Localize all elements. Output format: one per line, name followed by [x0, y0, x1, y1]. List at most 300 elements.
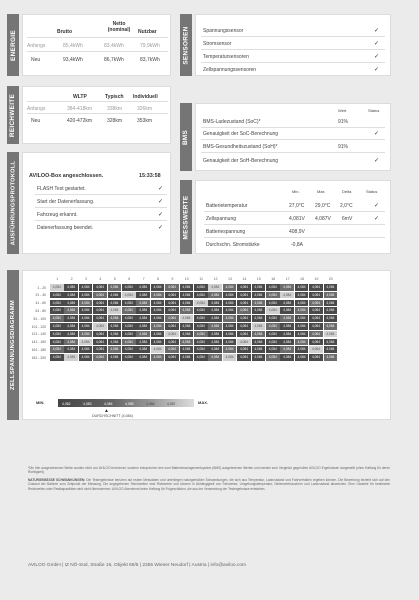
cell-voltage: 4,084 [79, 346, 93, 353]
cell-voltage: 4,084 [237, 354, 251, 361]
messwerte-header-status: Status [366, 189, 378, 194]
bms-row-label: Genauigkeit der SoH-Berechnung [203, 158, 279, 164]
row-label: 121 - 140 [31, 332, 46, 337]
reichweite-header-typisch: Typisch [105, 94, 124, 100]
cell-voltage: 4,084 [93, 346, 107, 353]
cell-voltage: 4,084 [64, 339, 78, 346]
row-label: 81 - 100 [33, 316, 46, 321]
protokoll-time: 15:33:58 [139, 173, 161, 179]
bms-header-wert: Wert [338, 108, 347, 113]
energie-neu-nutzbar: 83,7kWh [140, 57, 160, 63]
row-label: 1 - 20 [37, 285, 46, 290]
column-header: 10 [184, 277, 189, 281]
cell-voltage: 4,084 [79, 323, 93, 330]
cell-voltage: 4,084 [165, 354, 179, 361]
messwerte-temp-min: 27,0°C [289, 203, 305, 209]
cell-voltage: 4,084 [309, 307, 323, 314]
sensor-item: Zellspannungssensoren [203, 67, 257, 73]
cell-voltage: 4,084 [252, 331, 266, 338]
check-icon: ✓ [374, 131, 380, 137]
cell-voltage: 4,084 [309, 315, 323, 322]
cell-voltage: 4,084 [223, 292, 237, 299]
cell-voltage: 4,084 [194, 339, 208, 346]
cell-voltage: 4,084 [208, 300, 222, 307]
cell-voltage: 4,084 [151, 346, 165, 353]
cell-voltage: 4,084 [64, 307, 78, 314]
column-header: 8 [156, 277, 159, 281]
cell-voltage: 4,084 [223, 331, 237, 338]
protokoll-step: Datenerfassung beendet. [37, 225, 94, 231]
cell-voltage: 4,084 [136, 284, 150, 291]
cell-voltage: 4,084 [93, 300, 107, 307]
cell-voltage: 4,084 [108, 323, 122, 330]
cell-voltage: 4,084 [223, 323, 237, 330]
bms-soc-value: 91% [338, 119, 349, 125]
scale-max-label: MAX. [198, 400, 208, 405]
cell-voltage: 4,084 [50, 292, 64, 299]
column-header: 5 [113, 277, 116, 281]
messwerte-zell-min: 4,081V [289, 216, 305, 222]
cell-voltage: 4,084 [208, 292, 222, 299]
cell-voltage: 4,084 [324, 323, 338, 330]
cell-voltage: 4,084 [295, 315, 309, 322]
cell-voltage: 4,084 [180, 323, 194, 330]
messwerte-temp-delta: 2,0°C [340, 203, 353, 209]
cell-voltage: 4,084 [180, 346, 194, 353]
sensor-item: Spannungssensor [203, 28, 244, 34]
cell-voltage: 4,084 [208, 346, 222, 353]
cell-voltage: 4,084 [266, 346, 280, 353]
cell-voltage: 4,084 [295, 292, 309, 299]
cell-voltage: 4,084 [309, 300, 323, 307]
energie-neu-brutto: 93,4kWh [63, 57, 83, 63]
cell-voltage: 4,084 [108, 315, 122, 322]
cell-voltage: 4,084 [108, 339, 122, 346]
energie-panel [22, 14, 171, 76]
column-header: 7 [142, 277, 145, 281]
cell-voltage: 4,084 [64, 323, 78, 330]
cell-voltage: 4,084 [50, 307, 64, 314]
cell-voltage: 4,084 [79, 331, 93, 338]
energie-anfangs-brutto: 85,4kWh [63, 43, 83, 49]
cell-voltage: 4,084 [151, 315, 165, 322]
cell-voltage: 4,084 [122, 307, 136, 314]
column-header: 1 [56, 277, 59, 281]
cell-voltage: 4,084 [93, 315, 107, 322]
check-icon: ✓ [158, 186, 164, 192]
cell-voltage: 4,084 [93, 292, 107, 299]
cell-voltage: 4,084 [223, 315, 237, 322]
check-icon: ✓ [374, 67, 380, 73]
cell-voltage: 4,084 [280, 315, 294, 322]
cell-voltage: 4,084 [165, 300, 179, 307]
cell-voltage: 4,084 [50, 331, 64, 338]
column-header: 9 [171, 277, 174, 281]
cell-voltage: 4,084 [194, 331, 208, 338]
cell-voltage: 4,084 [266, 284, 280, 291]
cell-voltage: 4,084 [165, 346, 179, 353]
cell-voltage: 4,084 [194, 307, 208, 314]
scale-min-label: MIN. [36, 400, 45, 405]
cell-voltage: 4,084 [208, 331, 222, 338]
cell-voltage: 4,084 [151, 300, 165, 307]
cell-voltage: 4,084 [295, 354, 309, 361]
cell-voltage: 4,084 [295, 331, 309, 338]
cell-voltage: 4,084 [165, 292, 179, 299]
cell-voltage: 4,084 [64, 300, 78, 307]
cell-voltage: 4,084 [122, 331, 136, 338]
cell-voltage: 4,084 [93, 284, 107, 291]
row-label: 161 - 180 [31, 347, 46, 352]
cell-voltage: 4,084 [252, 292, 266, 299]
cell-voltage: 4,084 [122, 339, 136, 346]
cell-voltage: 4,084 [266, 300, 280, 307]
cell-voltage: 4,084 [122, 300, 136, 307]
cell-voltage: 4,084 [280, 346, 294, 353]
cell-voltage: 4,084 [50, 339, 64, 346]
cell-voltage: 4,084 [136, 307, 150, 314]
cell-voltage: 4,084 [266, 292, 280, 299]
cell-voltage: 4,084 [151, 339, 165, 346]
messwerte-header-delta: Delta [342, 189, 352, 194]
check-icon: ✓ [158, 225, 164, 231]
row-label: 61 - 80 [35, 308, 46, 313]
cell-voltage: 4,084 [93, 307, 107, 314]
cell-voltage: 4,084 [324, 307, 338, 314]
cell-voltage: 4,084 [50, 354, 64, 361]
cell-voltage: 4,084 [165, 307, 179, 314]
cell-voltage: 4,084 [79, 284, 93, 291]
cell-voltage: 4,084 [151, 307, 165, 314]
cell-voltage: 4,084 [108, 300, 122, 307]
reichweite-neu-wltp: 420-472km [67, 118, 93, 124]
protokoll-title: AVILOO-Box angeschlossen. [29, 173, 104, 179]
messwerte-strom: -0,8A [291, 242, 303, 248]
cell-voltage: 4,084 [194, 300, 208, 307]
cell-voltage: 4,084 [93, 323, 107, 330]
cell-voltage: 4,084 [295, 300, 309, 307]
cell-voltage: 4,084 [151, 331, 165, 338]
messwerte-batt-spannung: 408,9V [289, 229, 305, 235]
cell-voltage: 4,084 [223, 339, 237, 346]
cell-voltage: 4,084 [79, 307, 93, 314]
reichweite-anfangs-typisch: 338km [107, 106, 123, 112]
cell-voltage: 4,084 [237, 307, 251, 314]
cell-voltage: 4,084 [64, 346, 78, 353]
cell-voltage: 4,084 [93, 354, 107, 361]
cell-voltage: 4,084 [280, 323, 294, 330]
cell-voltage: 4,084 [136, 331, 150, 338]
cell-voltage: 4,084 [136, 339, 150, 346]
cell-voltage: 4,084 [64, 331, 78, 338]
cell-voltage: 4,084 [136, 315, 150, 322]
average-marker-icon: ▲ [104, 408, 109, 414]
cell-voltage: 4,084 [136, 323, 150, 330]
cell-voltage: 4,084 [324, 284, 338, 291]
column-header: 3 [84, 277, 87, 281]
bms-row-label: BMS-Gesundheitszustand (SoH)* [203, 144, 278, 150]
cell-voltage: 4,084 [165, 323, 179, 330]
cell-voltage: 4,084 [194, 323, 208, 330]
messwerte-panel [195, 180, 391, 254]
energie-anfangs-nutzbar: 79,9kWh [140, 43, 160, 49]
cell-voltage: 4,084 [309, 339, 323, 346]
footnote: *Die hier ausgewiesenen Werte wurden nicht von AVILOO berechnet, sondern entsprechen den vom Batteriemanagementsystem (BMS) ausgelesenen Werten und werden zum Vergleich gegenüber AVILOO Ergebnissen dargestellt (ohne Haftung für deren Richtigkeit). [28, 466, 390, 475]
reichweite-anfangs-wltp: 384-418km [67, 106, 93, 112]
protokoll-step: FLASH Test gestartet. [37, 186, 86, 192]
energie-neu-netto: 86,7kWh [104, 57, 124, 63]
notes-text: Die Testergebnisse beruhen auf realen Messdaten und unterliegen naturgemäßen Schwankungen, die sich aus Temperatur, Ladezustand und Fahrverhalten ergeben können. Die Bewertung bezieht sich auf den Zustand der Batterie zum Zeitpunkt der Messung. Die angegebenen Reichweiten sind Richtwerte und können in Abhängigkeit von Fahrweise, Umgebungstemperatur, Nebenverbrauchern und Ladezustand abweichen. Eine Garantie für bestimmte Reichweiten oder Restkapazitäten wird nicht übernommen. AVILOO übernimmt keine Haftung für Folgeschäden, die aus der Verwendung der Testergebnisse entstehen. [28, 478, 390, 491]
notes-title: NATURGEMÄSSE SCHWANKUNGEN: [28, 478, 86, 482]
cell-voltage: 4,084 [223, 300, 237, 307]
cell-voltage: 4,084 [252, 307, 266, 314]
cell-voltage: 4,084 [252, 339, 266, 346]
row-label: 21 - 40 [35, 293, 46, 298]
cell-voltage: 4,084 [280, 331, 294, 338]
messwerte-row-label: Batteriespannung [206, 229, 246, 235]
row-label: 181 - 200 [31, 355, 46, 360]
cell-voltage: 4,084 [252, 284, 266, 291]
cell-voltage: 4,084 [266, 354, 280, 361]
cell-voltage: 4,084 [280, 354, 294, 361]
messwerte-row-label: Batterietemperatur [206, 203, 248, 209]
cell-voltage: 4,084 [309, 331, 323, 338]
cell-voltage: 4,084 [309, 323, 323, 330]
column-header: 15 [256, 277, 261, 281]
cell-voltage: 4,084 [165, 339, 179, 346]
cell-voltage: 4,084 [122, 354, 136, 361]
cell-voltage: 4,084 [108, 354, 122, 361]
protokoll-step: Start der Datenerfassung. [37, 199, 95, 205]
cell-voltage: 4,084 [237, 331, 251, 338]
sensor-item: Stromsensor [203, 41, 232, 47]
cell-voltage: 4,084 [237, 292, 251, 299]
sensoren-tab: SENSOREN [180, 14, 192, 76]
cell-voltage: 4,084 [237, 315, 251, 322]
cell-voltage: 4,084 [295, 307, 309, 314]
cell-voltage: 4,084 [93, 331, 107, 338]
messwerte-temp-max: 29,0°C [315, 203, 331, 209]
messwerte-row-label: Zellspannung [206, 216, 237, 222]
column-header: 13 [227, 277, 232, 281]
column-header: 20 [328, 277, 333, 281]
cell-voltage: 4,084 [280, 339, 294, 346]
cell-voltage: 4,084 [252, 346, 266, 353]
cell-voltage: 4,084 [64, 284, 78, 291]
energie-tab: ENERGIE [7, 14, 19, 76]
reichweite-header-wltp: WLTP [73, 94, 87, 100]
cell-voltage: 4,084 [122, 315, 136, 322]
cell-voltage: 4,084 [280, 300, 294, 307]
cell-voltage: 4,084 [237, 323, 251, 330]
cell-voltage: 4,084 [50, 315, 64, 322]
cell-voltage: 4,084 [108, 346, 122, 353]
scale-value: 4,084 [104, 401, 113, 406]
cell-voltage: 4,084 [180, 292, 194, 299]
cell-voltage: 4,084 [208, 339, 222, 346]
cell-voltage: 4,084 [324, 346, 338, 353]
footer: AVILOO GmbH | IZ NÖ-Süd, Straße 16, Objekt 69/5 | 2355 Wiener Neudorf | Austria | info@aviloo.com [28, 563, 246, 568]
cell-voltage: 4,084 [208, 323, 222, 330]
cell-voltage: 4,084 [122, 323, 136, 330]
cell-voltage: 4,084 [136, 346, 150, 353]
sensor-item: Temperatursensoren [203, 54, 249, 60]
row-label: 101 - 120 [31, 324, 46, 329]
messwerte-header-min: Min. [292, 189, 300, 194]
cell-voltage: 4,084 [324, 354, 338, 361]
cell-voltage: 4,084 [324, 339, 338, 346]
cell-voltage: 4,084 [122, 346, 136, 353]
cell-voltage: 4,084 [208, 307, 222, 314]
reichweite-neu-individuell: 353km [137, 118, 153, 124]
column-header: 14 [242, 277, 247, 281]
cell-voltage: 4,084 [50, 284, 64, 291]
cell-voltage: 4,084 [79, 339, 93, 346]
cell-voltage: 4,084 [50, 300, 64, 307]
column-header: 18 [299, 277, 304, 281]
column-header: 12 [213, 277, 218, 281]
bms-row-label: BMS-Ladezustand (SoC)* [203, 119, 261, 125]
cell-voltage: 4,084 [223, 307, 237, 314]
cell-voltage: 4,084 [295, 346, 309, 353]
cell-voltage: 4,084 [180, 307, 194, 314]
cell-voltage: 4,084 [266, 307, 280, 314]
cell-voltage: 4,084 [136, 300, 150, 307]
cell-voltage: 4,084 [122, 292, 136, 299]
cell-voltage: 4,084 [122, 284, 136, 291]
cell-voltage: 4,084 [180, 284, 194, 291]
check-icon: ✓ [374, 216, 380, 222]
cell-voltage: 4,084 [108, 307, 122, 314]
row-label: 141 - 160 [31, 340, 46, 345]
column-header: 17 [285, 277, 290, 281]
cell-voltage: 4,084 [309, 292, 323, 299]
column-header: 11 [199, 277, 204, 281]
reichweite-row-anfangs-label: Anfangs [27, 106, 46, 112]
check-icon: ✓ [374, 54, 380, 60]
column-header: 16 [271, 277, 276, 281]
reichweite-neu-typisch: 328km [107, 118, 123, 124]
cell-voltage: 4,084 [180, 315, 194, 322]
cell-voltage: 4,084 [165, 315, 179, 322]
column-header: 19 [314, 277, 319, 281]
energie-anfangs-netto: 83,4kWh [104, 43, 124, 49]
reichweite-header-individuell: Individuell [133, 94, 158, 100]
cell-voltage: 4,084 [324, 315, 338, 322]
diagramm-tab: ZELLSPANNUNGSDIAGRAMM [7, 270, 19, 420]
check-icon: ✓ [374, 28, 380, 34]
reichweite-tab: REICHWEITE [7, 86, 19, 144]
cell-voltage: 4,084 [266, 323, 280, 330]
cell-voltage: 4,084 [223, 346, 237, 353]
cell-voltage: 4,084 [208, 315, 222, 322]
cell-voltage: 4,084 [151, 323, 165, 330]
cell-voltage: 4,084 [194, 284, 208, 291]
cell-voltage: 4,084 [266, 315, 280, 322]
check-icon: ✓ [158, 212, 164, 218]
energie-header-brutto: Brutto [57, 29, 72, 35]
cell-voltage: 4,084 [194, 346, 208, 353]
cell-voltage: 4,084 [309, 284, 323, 291]
cell-voltage: 4,084 [180, 300, 194, 307]
cell-voltage: 4,084 [309, 346, 323, 353]
messwerte-tab: MESSWERTE [180, 180, 192, 254]
cell-voltage: 4,084 [165, 284, 179, 291]
cell-voltage: 4,084 [266, 331, 280, 338]
energie-header-netto: Netto (nominal) [107, 21, 131, 33]
cell-voltage: 4,084 [64, 315, 78, 322]
cell-voltage: 4,084 [165, 331, 179, 338]
average-marker-label: DURCHSCHNITT (4,084) [92, 414, 133, 418]
energie-row-neu-label: Neu [31, 57, 41, 63]
messwerte-zell-delta: 6mV [342, 216, 353, 222]
cell-voltage: 4,084 [324, 300, 338, 307]
cell-voltage: 4,084 [208, 354, 222, 361]
scale-value: 4,086 [146, 401, 155, 406]
cell-voltage: 4,084 [151, 284, 165, 291]
protokoll-panel [22, 152, 171, 254]
reichweite-row-neu-label: Neu [31, 118, 41, 124]
cell-voltage: 4,084 [324, 331, 338, 338]
cell-voltage: 4,084 [280, 292, 294, 299]
cell-voltage: 4,084 [194, 315, 208, 322]
cell-voltage: 4,084 [180, 354, 194, 361]
reichweite-anfangs-individuell: 326km [137, 106, 153, 112]
column-header: 4 [99, 277, 102, 281]
cell-voltage: 4,084 [280, 307, 294, 314]
cell-voltage: 4,084 [237, 284, 251, 291]
bms-panel [195, 103, 391, 171]
column-header: 6 [128, 277, 131, 281]
cell-voltage: 4,084 [223, 284, 237, 291]
cell-voltage: 4,084 [180, 331, 194, 338]
messwerte-header-max: Max. [317, 189, 326, 194]
scale-value: 4,083 [83, 401, 92, 406]
messwerte-zell-max: 4,087V [315, 216, 331, 222]
cell-voltage: 4,084 [237, 339, 251, 346]
cell-voltage: 4,084 [295, 284, 309, 291]
bms-header-status: Status [368, 108, 380, 113]
cell-voltage: 4,084 [180, 339, 194, 346]
energie-row-anfangs-label: Anfangs [27, 43, 46, 49]
cell-voltage: 4,084 [50, 346, 64, 353]
cell-voltage: 4,084 [136, 354, 150, 361]
cell-voltage: 4,084 [237, 346, 251, 353]
sensoren-panel [195, 14, 391, 76]
cell-voltage: 4,084 [64, 354, 78, 361]
check-icon: ✓ [374, 203, 380, 209]
cell-voltage: 4,084 [280, 284, 294, 291]
column-header: 2 [70, 277, 73, 281]
cell-voltage: 4,084 [252, 323, 266, 330]
bms-tab: BMS [180, 103, 192, 171]
protokoll-tab: AUSFÜHRUNGSPROTOKOLL [7, 152, 19, 254]
cell-voltage: 4,084 [252, 315, 266, 322]
scale-value: 4,085 [125, 401, 134, 406]
reichweite-panel [22, 86, 171, 144]
cell-voltage: 4,084 [64, 292, 78, 299]
cell-voltage: 4,084 [108, 284, 122, 291]
cell-voltage: 4,084 [266, 339, 280, 346]
cell-voltage: 4,084 [151, 292, 165, 299]
notes [28, 478, 390, 491]
messwerte-row-label: Durchschn. Stromstärke [206, 242, 260, 248]
cell-voltage: 4,084 [108, 331, 122, 338]
cell-voltage: 4,084 [79, 292, 93, 299]
cell-voltage: 4,084 [108, 292, 122, 299]
check-icon: ✓ [374, 41, 380, 47]
cell-voltage: 4,084 [324, 292, 338, 299]
